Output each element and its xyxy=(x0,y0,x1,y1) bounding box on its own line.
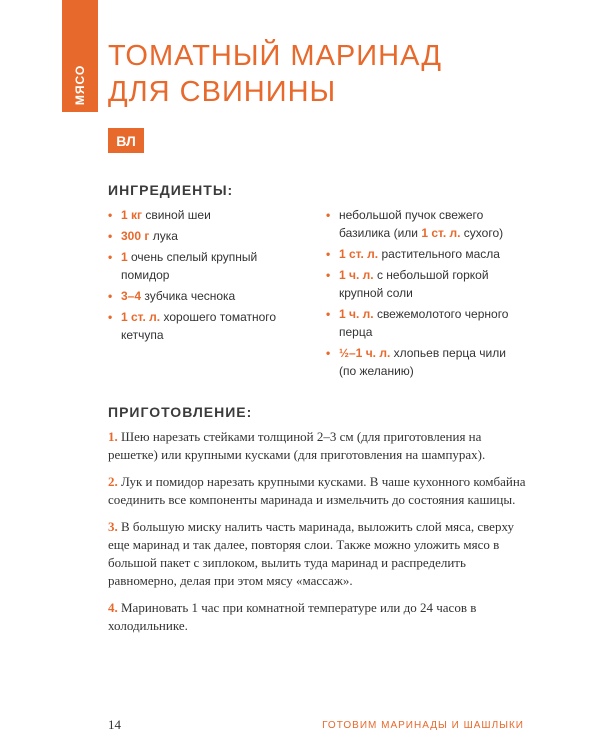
ingredient-quantity: 1 ст. л. xyxy=(121,310,161,324)
recipe-title xyxy=(108,38,442,110)
ingredient-text: сухого) xyxy=(460,226,504,240)
ingredient-text: растительного масла xyxy=(378,247,500,261)
ingredient-text: лука xyxy=(149,229,178,243)
step-text: Мариновать 1 час при комнатной температуре или до 24 часов в холодильнике. xyxy=(108,600,477,633)
preparation-steps xyxy=(108,428,528,644)
step-number: 4. xyxy=(108,600,118,615)
step-paragraph xyxy=(108,518,528,590)
ingredient-quantity: 1 ч. л. xyxy=(339,307,374,321)
running-title: ГОТОВИМ МАРИНАДЫ И ШАШЛЫКИ xyxy=(322,720,524,731)
ingredient-quantity: 1 ст. л. xyxy=(421,226,461,240)
step-paragraph xyxy=(108,473,528,509)
step-text: Лук и помидор нарезать крупными кусками. В чаше кухонного комбайна соединить все компоненты маринада и измельчить до состояния кашицы. xyxy=(108,474,526,507)
recipe-title-line1: ТОМАТНЫЙ МАРИНАД xyxy=(108,40,443,72)
ingredient-item xyxy=(326,266,526,302)
ingredient-text: с небольшой горкой крупной соли xyxy=(339,268,489,300)
ingredient-quantity: 1 кг xyxy=(121,208,143,222)
ingredient-text: хлопьев перца чили (по желанию) xyxy=(339,346,506,378)
ingredient-quantity: 3–4 xyxy=(121,289,142,303)
preparation-heading: ПРИГОТОВЛЕНИЕ: xyxy=(108,404,253,420)
recipe-title-line2: ДЛЯ СВИНИНЫ xyxy=(108,76,337,108)
step-text: В большую миску налить часть маринада, выложить слой мяса, сверху еще маринад и так далее, повторяя слои. Также можно уложить мясо в большой пакет с зиплоком, вылить туда маринад и распределить равномерно, делая при этом мясу «массаж». xyxy=(108,519,514,588)
ingredient-text: свежемолотого черного перца xyxy=(339,307,509,339)
author-badge: ВЛ xyxy=(108,128,144,153)
ingredient-text: хорошего томатного кетчупа xyxy=(121,310,277,342)
ingredient-item xyxy=(326,206,526,242)
step-number: 1. xyxy=(108,429,118,444)
ingredient-text: очень спелый крупный помидор xyxy=(121,250,258,282)
ingredient-text: зубчика чеснока xyxy=(141,289,236,303)
section-tab xyxy=(62,0,98,112)
step-paragraph xyxy=(108,599,528,635)
ingredient-item xyxy=(108,287,304,305)
section-tab-label: МЯСО xyxy=(73,64,87,106)
step-paragraph xyxy=(108,428,528,464)
step-text: Шею нарезать стейками толщиной 2–3 см (для приготовления на решетке) или крупными кусками (для приготовления на шампурах). xyxy=(108,429,486,462)
ingredient-prefix: небольшой пучок свежего базилика (или xyxy=(339,208,484,240)
page-number: 14 xyxy=(108,717,121,732)
ingredient-item xyxy=(326,245,526,263)
ingredient-item xyxy=(108,308,304,344)
ingredient-quantity: 300 г xyxy=(121,229,150,243)
ingredient-quantity: 1 xyxy=(121,250,128,264)
ingredient-item xyxy=(108,206,304,224)
ingredient-text: свиной шеи xyxy=(142,208,211,222)
ingredient-quantity: 1 ч. л. xyxy=(339,268,374,282)
ingredient-quantity: ½–1 ч. л. xyxy=(339,346,391,360)
ingredients-heading: ИНГРЕДИЕНТЫ: xyxy=(108,182,234,198)
ingredients-column-2 xyxy=(326,206,526,383)
step-number: 2. xyxy=(108,474,118,489)
ingredient-item xyxy=(326,305,526,341)
ingredients-column-1 xyxy=(108,206,304,347)
ingredient-item xyxy=(108,227,304,245)
step-number: 3. xyxy=(108,519,118,534)
ingredient-item xyxy=(326,344,526,380)
ingredient-item xyxy=(108,248,304,284)
ingredient-quantity: 1 ст. л. xyxy=(339,247,379,261)
